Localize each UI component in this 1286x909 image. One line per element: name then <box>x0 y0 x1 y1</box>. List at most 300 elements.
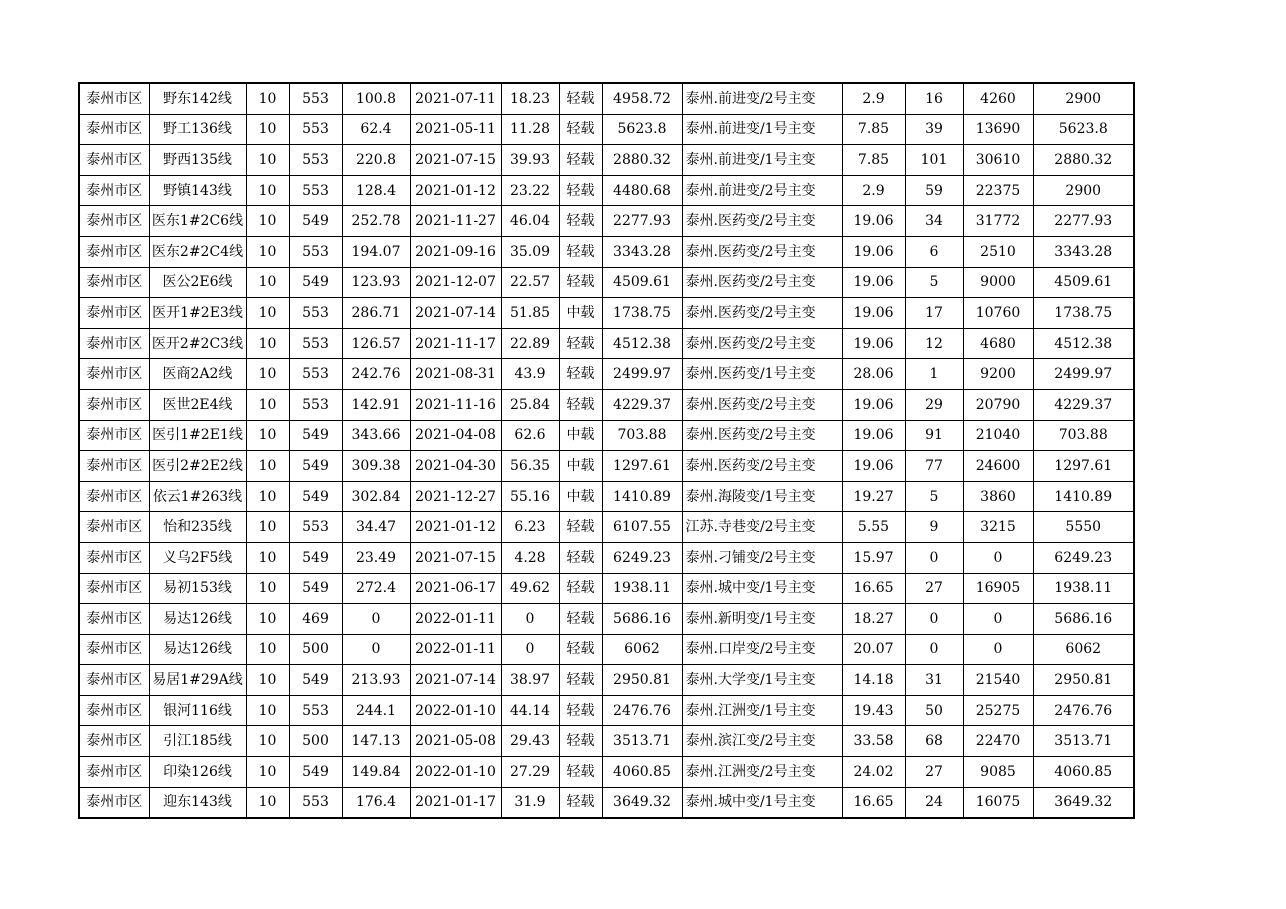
open-capacity-cell: 5550 <box>1033 512 1134 543</box>
load-rate-cell: 38.97 <box>501 665 559 696</box>
available-capacity-cell: 2476.76 <box>602 695 682 726</box>
load-cell: 34.47 <box>342 512 410 543</box>
table-row <box>79 236 1134 267</box>
available-capacity-cell: 703.88 <box>602 420 682 451</box>
line-name-cell: 医东1#2C6线 <box>149 206 246 237</box>
substation-cell: 泰州.医药变/2号主变 <box>682 236 842 267</box>
load-cell: 343.66 <box>342 420 410 451</box>
capacity-cell: 549 <box>289 573 342 604</box>
voltage-cell: 10 <box>246 298 289 329</box>
available-capacity-cell: 4480.68 <box>602 175 682 206</box>
load-cell: 123.93 <box>342 267 410 298</box>
available-capacity-cell: 4229.37 <box>602 389 682 420</box>
load-cell: 128.4 <box>342 175 410 206</box>
user-count-cell: 101 <box>905 145 963 176</box>
substation-rate-cell: 16.65 <box>842 573 905 604</box>
line-name-cell: 医开1#2E3线 <box>149 298 246 329</box>
user-count-cell: 0 <box>905 604 963 635</box>
voltage-cell: 10 <box>246 695 289 726</box>
load-status-cell: 中载 <box>559 420 602 451</box>
region-cell: 泰州市区 <box>79 757 149 788</box>
table-row <box>79 542 1134 573</box>
substation-rate-cell: 33.58 <box>842 726 905 757</box>
load-rate-cell: 0 <box>501 604 559 635</box>
load-rate-cell: 23.22 <box>501 175 559 206</box>
user-count-cell: 24 <box>905 787 963 818</box>
region-cell: 泰州市区 <box>79 359 149 390</box>
substation-cell: 泰州.医药变/2号主变 <box>682 267 842 298</box>
line-name-cell: 易初153线 <box>149 573 246 604</box>
load-status-cell: 轻载 <box>559 726 602 757</box>
substation-cell: 泰州.医药变/2号主变 <box>682 328 842 359</box>
user-count-cell: 9 <box>905 512 963 543</box>
load-rate-cell: 44.14 <box>501 695 559 726</box>
open-capacity-cell: 1297.61 <box>1033 451 1134 482</box>
substation-rate-cell: 24.02 <box>842 757 905 788</box>
voltage-cell: 10 <box>246 512 289 543</box>
voltage-cell: 10 <box>246 114 289 145</box>
open-capacity-cell: 3513.71 <box>1033 726 1134 757</box>
load-cell: 213.93 <box>342 665 410 696</box>
available-capacity-cell: 2880.32 <box>602 145 682 176</box>
load-rate-cell: 46.04 <box>501 206 559 237</box>
substation-cell: 泰州.医药变/2号主变 <box>682 451 842 482</box>
load-rate-cell: 31.9 <box>501 787 559 818</box>
substation-cell: 泰州.前进变/2号主变 <box>682 83 842 114</box>
date-cell: 2021-11-17 <box>410 328 501 359</box>
region-cell: 泰州市区 <box>79 512 149 543</box>
open-capacity-cell: 2950.81 <box>1033 665 1134 696</box>
user-count-cell: 39 <box>905 114 963 145</box>
voltage-cell: 10 <box>246 481 289 512</box>
load-status-cell: 轻载 <box>559 114 602 145</box>
user-capacity-cell: 22375 <box>963 175 1033 206</box>
load-status-cell: 轻载 <box>559 604 602 635</box>
capacity-cell: 549 <box>289 542 342 573</box>
region-cell: 泰州市区 <box>79 451 149 482</box>
load-cell: 147.13 <box>342 726 410 757</box>
substation-rate-cell: 16.65 <box>842 787 905 818</box>
date-cell: 2021-08-31 <box>410 359 501 390</box>
open-capacity-cell: 2499.97 <box>1033 359 1134 390</box>
region-cell: 泰州市区 <box>79 236 149 267</box>
load-cell: 244.1 <box>342 695 410 726</box>
user-capacity-cell: 30610 <box>963 145 1033 176</box>
capacity-cell: 549 <box>289 206 342 237</box>
capacity-cell: 549 <box>289 481 342 512</box>
capacity-cell: 553 <box>289 236 342 267</box>
line-name-cell: 印染126线 <box>149 757 246 788</box>
voltage-cell: 10 <box>246 573 289 604</box>
line-name-cell: 医东2#2C4线 <box>149 236 246 267</box>
voltage-cell: 10 <box>246 604 289 635</box>
capacity-cell: 553 <box>289 83 342 114</box>
substation-rate-cell: 19.06 <box>842 267 905 298</box>
table-row <box>79 695 1134 726</box>
substation-rate-cell: 19.06 <box>842 328 905 359</box>
load-status-cell: 轻载 <box>559 83 602 114</box>
load-cell: 272.4 <box>342 573 410 604</box>
table-row <box>79 757 1134 788</box>
substation-rate-cell: 19.06 <box>842 451 905 482</box>
table-row <box>79 604 1134 635</box>
load-rate-cell: 25.84 <box>501 389 559 420</box>
region-cell: 泰州市区 <box>79 389 149 420</box>
capacity-cell: 469 <box>289 604 342 635</box>
load-status-cell: 轻载 <box>559 206 602 237</box>
available-capacity-cell: 1938.11 <box>602 573 682 604</box>
substation-rate-cell: 7.85 <box>842 145 905 176</box>
user-count-cell: 27 <box>905 757 963 788</box>
table-row <box>79 665 1134 696</box>
load-cell: 100.8 <box>342 83 410 114</box>
date-cell: 2022-01-11 <box>410 634 501 665</box>
substation-cell: 泰州.大学变/1号主变 <box>682 665 842 696</box>
user-count-cell: 34 <box>905 206 963 237</box>
user-count-cell: 29 <box>905 389 963 420</box>
substation-rate-cell: 28.06 <box>842 359 905 390</box>
user-capacity-cell: 16905 <box>963 573 1033 604</box>
date-cell: 2021-04-08 <box>410 420 501 451</box>
date-cell: 2021-12-07 <box>410 267 501 298</box>
available-capacity-cell: 1297.61 <box>602 451 682 482</box>
user-count-cell: 5 <box>905 481 963 512</box>
table-row <box>79 451 1134 482</box>
voltage-cell: 10 <box>246 787 289 818</box>
user-capacity-cell: 24600 <box>963 451 1033 482</box>
line-name-cell: 医公2E6线 <box>149 267 246 298</box>
table-row <box>79 787 1134 818</box>
user-capacity-cell: 2510 <box>963 236 1033 267</box>
region-cell: 泰州市区 <box>79 145 149 176</box>
load-cell: 23.49 <box>342 542 410 573</box>
user-count-cell: 68 <box>905 726 963 757</box>
user-capacity-cell: 10760 <box>963 298 1033 329</box>
load-cell: 302.84 <box>342 481 410 512</box>
substation-cell: 泰州.医药变/1号主变 <box>682 359 842 390</box>
substation-rate-cell: 2.9 <box>842 175 905 206</box>
user-capacity-cell: 4680 <box>963 328 1033 359</box>
voltage-cell: 10 <box>246 267 289 298</box>
open-capacity-cell: 6249.23 <box>1033 542 1134 573</box>
date-cell: 2021-11-16 <box>410 389 501 420</box>
available-capacity-cell: 2499.97 <box>602 359 682 390</box>
substation-rate-cell: 19.06 <box>842 236 905 267</box>
load-status-cell: 轻载 <box>559 359 602 390</box>
load-rate-cell: 56.35 <box>501 451 559 482</box>
substation-cell: 泰州.城中变/1号主变 <box>682 787 842 818</box>
load-rate-cell: 49.62 <box>501 573 559 604</box>
substation-cell: 泰州.江洲变/2号主变 <box>682 757 842 788</box>
load-status-cell: 轻载 <box>559 695 602 726</box>
user-capacity-cell: 13690 <box>963 114 1033 145</box>
available-capacity-cell: 2950.81 <box>602 665 682 696</box>
voltage-cell: 10 <box>246 389 289 420</box>
table-body <box>79 83 1134 818</box>
date-cell: 2021-01-17 <box>410 787 501 818</box>
open-capacity-cell: 4512.38 <box>1033 328 1134 359</box>
open-capacity-cell: 2900 <box>1033 83 1134 114</box>
open-capacity-cell: 3343.28 <box>1033 236 1134 267</box>
load-status-cell: 中载 <box>559 298 602 329</box>
available-capacity-cell: 4958.72 <box>602 83 682 114</box>
available-capacity-cell: 6062 <box>602 634 682 665</box>
user-count-cell: 50 <box>905 695 963 726</box>
user-count-cell: 31 <box>905 665 963 696</box>
table-row <box>79 573 1134 604</box>
user-count-cell: 0 <box>905 542 963 573</box>
date-cell: 2021-12-27 <box>410 481 501 512</box>
load-status-cell: 轻载 <box>559 175 602 206</box>
load-rate-cell: 22.89 <box>501 328 559 359</box>
load-status-cell: 轻载 <box>559 542 602 573</box>
load-cell: 142.91 <box>342 389 410 420</box>
load-cell: 286.71 <box>342 298 410 329</box>
capacity-cell: 500 <box>289 726 342 757</box>
date-cell: 2021-07-14 <box>410 298 501 329</box>
capacity-cell: 553 <box>289 145 342 176</box>
user-count-cell: 16 <box>905 83 963 114</box>
table-row <box>79 726 1134 757</box>
open-capacity-cell: 1738.75 <box>1033 298 1134 329</box>
table-row <box>79 267 1134 298</box>
voltage-cell: 10 <box>246 757 289 788</box>
load-rate-cell: 6.23 <box>501 512 559 543</box>
table-row <box>79 481 1134 512</box>
load-status-cell: 轻载 <box>559 236 602 267</box>
substation-cell: 泰州.新明变/1号主变 <box>682 604 842 635</box>
table-row <box>79 389 1134 420</box>
user-count-cell: 59 <box>905 175 963 206</box>
substation-rate-cell: 15.97 <box>842 542 905 573</box>
open-capacity-cell: 2900 <box>1033 175 1134 206</box>
date-cell: 2021-09-16 <box>410 236 501 267</box>
substation-cell: 泰州.刁铺变/2号主变 <box>682 542 842 573</box>
load-cell: 62.4 <box>342 114 410 145</box>
available-capacity-cell: 3649.32 <box>602 787 682 818</box>
load-status-cell: 轻载 <box>559 665 602 696</box>
available-capacity-cell: 5623.8 <box>602 114 682 145</box>
load-rate-cell: 0 <box>501 634 559 665</box>
line-name-cell: 野西135线 <box>149 145 246 176</box>
user-count-cell: 91 <box>905 420 963 451</box>
substation-rate-cell: 7.85 <box>842 114 905 145</box>
user-capacity-cell: 0 <box>963 604 1033 635</box>
region-cell: 泰州市区 <box>79 604 149 635</box>
capacity-cell: 553 <box>289 328 342 359</box>
line-name-cell: 医引2#2E2线 <box>149 451 246 482</box>
load-cell: 309.38 <box>342 451 410 482</box>
user-count-cell: 12 <box>905 328 963 359</box>
substation-cell: 泰州.海陵变/1号主变 <box>682 481 842 512</box>
available-capacity-cell: 5686.16 <box>602 604 682 635</box>
user-count-cell: 1 <box>905 359 963 390</box>
substation-cell: 泰州.前进变/1号主变 <box>682 114 842 145</box>
table-row <box>79 175 1134 206</box>
date-cell: 2021-01-12 <box>410 512 501 543</box>
region-cell: 泰州市区 <box>79 114 149 145</box>
load-cell: 149.84 <box>342 757 410 788</box>
date-cell: 2021-06-17 <box>410 573 501 604</box>
load-rate-cell: 11.28 <box>501 114 559 145</box>
line-name-cell: 依云1#263线 <box>149 481 246 512</box>
available-capacity-cell: 6249.23 <box>602 542 682 573</box>
line-name-cell: 野东142线 <box>149 83 246 114</box>
capacity-cell: 549 <box>289 665 342 696</box>
line-name-cell: 易达126线 <box>149 604 246 635</box>
capacity-cell: 553 <box>289 389 342 420</box>
substation-rate-cell: 14.18 <box>842 665 905 696</box>
substation-cell: 泰州.江洲变/1号主变 <box>682 695 842 726</box>
region-cell: 泰州市区 <box>79 420 149 451</box>
capacity-cell: 500 <box>289 634 342 665</box>
region-cell: 泰州市区 <box>79 328 149 359</box>
load-rate-cell: 35.09 <box>501 236 559 267</box>
substation-rate-cell: 18.27 <box>842 604 905 635</box>
user-capacity-cell: 9000 <box>963 267 1033 298</box>
open-capacity-cell: 3649.32 <box>1033 787 1134 818</box>
date-cell: 2021-05-08 <box>410 726 501 757</box>
capacity-cell: 549 <box>289 451 342 482</box>
user-capacity-cell: 0 <box>963 634 1033 665</box>
substation-rate-cell: 2.9 <box>842 83 905 114</box>
open-capacity-cell: 5686.16 <box>1033 604 1134 635</box>
data-table <box>78 82 1135 819</box>
load-cell: 252.78 <box>342 206 410 237</box>
load-cell: 194.07 <box>342 236 410 267</box>
available-capacity-cell: 3343.28 <box>602 236 682 267</box>
available-capacity-cell: 4509.61 <box>602 267 682 298</box>
load-rate-cell: 27.29 <box>501 757 559 788</box>
capacity-cell: 553 <box>289 298 342 329</box>
voltage-cell: 10 <box>246 420 289 451</box>
available-capacity-cell: 4512.38 <box>602 328 682 359</box>
load-rate-cell: 4.28 <box>501 542 559 573</box>
open-capacity-cell: 6062 <box>1033 634 1134 665</box>
substation-cell: 江苏.寺巷变/2号主变 <box>682 512 842 543</box>
user-capacity-cell: 25275 <box>963 695 1033 726</box>
line-name-cell: 迎东143线 <box>149 787 246 818</box>
capacity-cell: 549 <box>289 267 342 298</box>
load-cell: 0 <box>342 634 410 665</box>
user-capacity-cell: 22470 <box>963 726 1033 757</box>
line-name-cell: 野镇143线 <box>149 175 246 206</box>
region-cell: 泰州市区 <box>79 298 149 329</box>
user-capacity-cell: 4260 <box>963 83 1033 114</box>
load-cell: 176.4 <box>342 787 410 818</box>
load-status-cell: 轻载 <box>559 634 602 665</box>
region-cell: 泰州市区 <box>79 542 149 573</box>
load-rate-cell: 39.93 <box>501 145 559 176</box>
available-capacity-cell: 6107.55 <box>602 512 682 543</box>
date-cell: 2022-01-10 <box>410 757 501 788</box>
substation-cell: 泰州.医药变/2号主变 <box>682 206 842 237</box>
load-status-cell: 中载 <box>559 451 602 482</box>
date-cell: 2021-05-11 <box>410 114 501 145</box>
substation-cell: 泰州.前进变/2号主变 <box>682 175 842 206</box>
voltage-cell: 10 <box>246 726 289 757</box>
available-capacity-cell: 3513.71 <box>602 726 682 757</box>
user-count-cell: 6 <box>905 236 963 267</box>
capacity-cell: 553 <box>289 695 342 726</box>
line-name-cell: 易达126线 <box>149 634 246 665</box>
user-capacity-cell: 9085 <box>963 757 1033 788</box>
capacity-cell: 553 <box>289 175 342 206</box>
line-name-cell: 医商2A2线 <box>149 359 246 390</box>
open-capacity-cell: 4060.85 <box>1033 757 1134 788</box>
user-capacity-cell: 21540 <box>963 665 1033 696</box>
load-status-cell: 轻载 <box>559 757 602 788</box>
open-capacity-cell: 4509.61 <box>1033 267 1134 298</box>
load-rate-cell: 43.9 <box>501 359 559 390</box>
line-name-cell: 引江185线 <box>149 726 246 757</box>
date-cell: 2021-04-30 <box>410 451 501 482</box>
region-cell: 泰州市区 <box>79 267 149 298</box>
load-cell: 0 <box>342 604 410 635</box>
line-name-cell: 医开2#2C3线 <box>149 328 246 359</box>
region-cell: 泰州市区 <box>79 481 149 512</box>
load-status-cell: 轻载 <box>559 267 602 298</box>
region-cell: 泰州市区 <box>79 787 149 818</box>
region-cell: 泰州市区 <box>79 83 149 114</box>
region-cell: 泰州市区 <box>79 634 149 665</box>
substation-cell: 泰州.城中变/1号主变 <box>682 573 842 604</box>
region-cell: 泰州市区 <box>79 175 149 206</box>
user-capacity-cell: 9200 <box>963 359 1033 390</box>
substation-rate-cell: 5.55 <box>842 512 905 543</box>
load-rate-cell: 29.43 <box>501 726 559 757</box>
line-name-cell: 银河116线 <box>149 695 246 726</box>
load-cell: 242.76 <box>342 359 410 390</box>
region-cell: 泰州市区 <box>79 573 149 604</box>
capacity-cell: 553 <box>289 359 342 390</box>
substation-cell: 泰州.滨江变/2号主变 <box>682 726 842 757</box>
substation-cell: 泰州.前进变/1号主变 <box>682 145 842 176</box>
substation-rate-cell: 19.06 <box>842 298 905 329</box>
user-capacity-cell: 16075 <box>963 787 1033 818</box>
voltage-cell: 10 <box>246 145 289 176</box>
user-capacity-cell: 21040 <box>963 420 1033 451</box>
load-status-cell: 轻载 <box>559 328 602 359</box>
region-cell: 泰州市区 <box>79 665 149 696</box>
voltage-cell: 10 <box>246 451 289 482</box>
open-capacity-cell: 2277.93 <box>1033 206 1134 237</box>
table-row <box>79 298 1134 329</box>
voltage-cell: 10 <box>246 175 289 206</box>
date-cell: 2021-07-15 <box>410 542 501 573</box>
voltage-cell: 10 <box>246 206 289 237</box>
open-capacity-cell: 2880.32 <box>1033 145 1134 176</box>
capacity-cell: 549 <box>289 757 342 788</box>
open-capacity-cell: 1410.89 <box>1033 481 1134 512</box>
capacity-cell: 553 <box>289 114 342 145</box>
load-status-cell: 轻载 <box>559 145 602 176</box>
load-cell: 126.57 <box>342 328 410 359</box>
substation-rate-cell: 19.27 <box>842 481 905 512</box>
voltage-cell: 10 <box>246 665 289 696</box>
voltage-cell: 10 <box>246 83 289 114</box>
capacity-cell: 553 <box>289 787 342 818</box>
load-status-cell: 轻载 <box>559 389 602 420</box>
available-capacity-cell: 2277.93 <box>602 206 682 237</box>
date-cell: 2021-07-14 <box>410 665 501 696</box>
substation-rate-cell: 19.06 <box>842 389 905 420</box>
line-name-cell: 易居1#29A线 <box>149 665 246 696</box>
user-capacity-cell: 3860 <box>963 481 1033 512</box>
table-row <box>79 206 1134 237</box>
available-capacity-cell: 4060.85 <box>602 757 682 788</box>
table-row <box>79 328 1134 359</box>
